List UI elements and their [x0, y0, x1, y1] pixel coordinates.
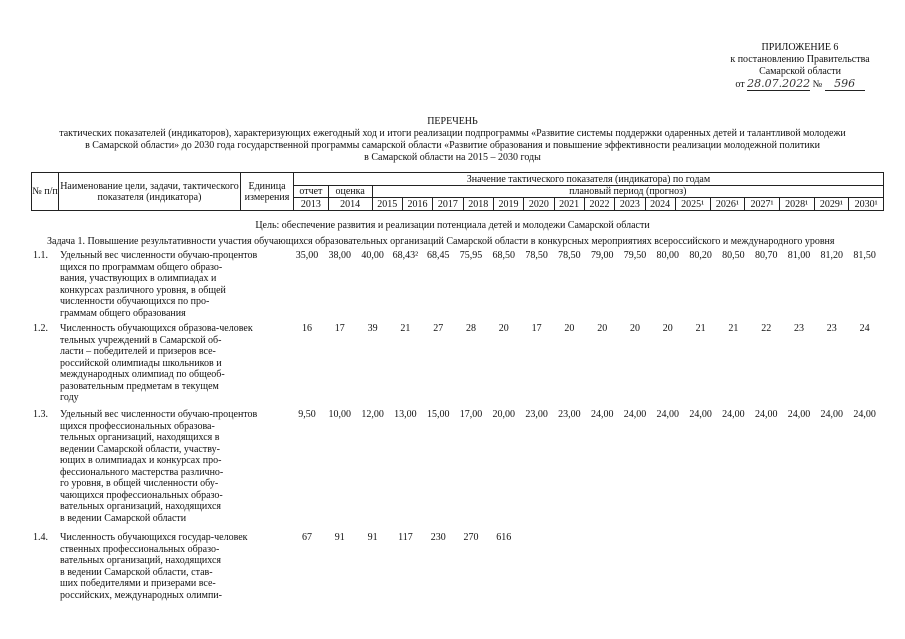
- appendix-line: Самарской области: [759, 66, 841, 77]
- row-value: 67: [302, 532, 312, 543]
- row-value: 24,00: [787, 409, 811, 420]
- row-value: 16: [302, 323, 312, 334]
- year-header: 2026¹: [710, 198, 745, 211]
- appendix-title: ПРИЛОЖЕНИЕ 6: [761, 42, 839, 53]
- year-header: 2013: [294, 198, 329, 211]
- row-value: 68,45: [426, 250, 450, 261]
- row-indicator-name: Удельный вес численности обучаю-процентов щихся профессиональных образова- тельных организаций, находящихся в ведении Самарской области, участву- ющих в олимпиадах и конкурсах про- фессионального мастерства различно- го уровня, в общей численности обу- чающихся профессиональных образо- вательных организаций, находящихся в ведении Самарской области: [60, 409, 258, 524]
- appendix-block: [720, 42, 880, 91]
- heading-line: тактических показателей (индикаторов), характеризующих ежегодный ход и итоги реализации подпрограммы «Развитие системы поддержки одаренных детей и талантливой молодежи: [59, 128, 846, 139]
- year-header: 2029¹: [814, 198, 849, 211]
- row-value: 21: [728, 323, 739, 334]
- row-value: 20: [498, 323, 509, 334]
- row-value: 35,00: [295, 250, 319, 261]
- row-value: 80,20: [689, 250, 712, 261]
- year-header: 2014: [328, 198, 372, 211]
- row-value: 15,00: [426, 409, 450, 420]
- row-value: 78,50: [525, 250, 548, 261]
- row-value: 79,00: [590, 250, 614, 261]
- year-header: 2018: [463, 198, 493, 211]
- row-value: 22: [761, 323, 772, 334]
- col-name: Наименование цели, задачи, тактического показателя (индикатора): [59, 173, 241, 211]
- row-value: 117: [398, 532, 413, 543]
- heading-line: в Самарской области» до 2030 года государственной программы самарской области «Развитие образования и повышение эффективности реализации молодежной политики: [85, 140, 820, 151]
- row-value: 24,00: [623, 409, 647, 420]
- year-header: 2017: [433, 198, 463, 211]
- row-number: 1.1.: [33, 250, 48, 261]
- row-value: 24,00: [656, 409, 680, 420]
- row-value: 23: [826, 323, 837, 334]
- appendix-date-line: от 28.07.2022 № 596: [720, 78, 880, 91]
- row-value: 81,20: [820, 250, 844, 261]
- row-value: 38,00: [328, 250, 352, 261]
- row-value: 24,00: [722, 409, 745, 420]
- heading-line: в Самарской области на 2015 – 2030 годы: [364, 152, 541, 163]
- row-value: 80,50: [722, 250, 745, 261]
- row-value: 24,00: [853, 409, 876, 420]
- row-value: 75,95: [459, 250, 483, 261]
- row-value: 24,00: [689, 409, 712, 420]
- row-value: 40,00: [361, 250, 384, 261]
- col-unit: Единица измерения: [241, 173, 294, 211]
- row-number: 1.3.: [33, 409, 48, 420]
- row-value: 28: [466, 323, 476, 334]
- year-header: 2028¹: [779, 198, 814, 211]
- row-value: 21: [400, 323, 411, 334]
- row-value: 39: [367, 323, 378, 334]
- col-report: отчет: [294, 186, 329, 198]
- handwritten-date: 28.07.2022: [747, 77, 811, 90]
- row-value: 20: [662, 323, 673, 334]
- year-header: 2015: [372, 198, 402, 211]
- row-value: 9,50: [298, 409, 316, 420]
- year-header: 2024: [645, 198, 675, 211]
- goal-text: Цель: обеспечение развития и реализации потенциала детей и молодежи Самарской области: [255, 220, 650, 231]
- row-value: 23,00: [558, 409, 581, 420]
- row-indicator-name: Численность обучающихся государ-человек ственных профессиональных образо- вательных организаций, находящихся в ведении Самарской области, став- ших победителями и призерами все- российских, международных олимпи-: [60, 532, 248, 601]
- row-value: 17: [531, 323, 542, 334]
- row-value: 23: [794, 323, 804, 334]
- row-value: 78,50: [558, 250, 581, 261]
- row-value: 21: [695, 323, 706, 334]
- appendix-line: к постановлению Правительства: [730, 54, 870, 65]
- row-value: 81,50: [853, 250, 876, 261]
- year-header: 2020: [524, 198, 554, 211]
- row-value: 10,00: [328, 409, 352, 420]
- row-value: 20: [630, 323, 640, 334]
- indicator-table-header: [31, 172, 884, 211]
- row-value: 20,00: [492, 409, 516, 420]
- row-value: 91: [367, 532, 378, 543]
- row-value: 270: [463, 532, 479, 543]
- row-indicator-name: Численность обучающихся образова-человек тельных учреждений в Самарской об- ласти – победителей и призеров все- российской олимпиады школьников и международных олимпиад по общеоб- разовательным предметам в текущем году: [60, 323, 253, 403]
- row-value: 24,00: [590, 409, 614, 420]
- row-value: 20: [564, 323, 575, 334]
- row-value: 230: [430, 532, 446, 543]
- year-header: 2023: [615, 198, 645, 211]
- row-value: 91: [334, 532, 345, 543]
- row-value: 24,00: [754, 409, 778, 420]
- year-header: 2027¹: [745, 198, 780, 211]
- row-value: 27: [433, 323, 444, 334]
- row-value: 13,00: [394, 409, 417, 420]
- row-value: 80,70: [754, 250, 778, 261]
- row-value: 81,00: [787, 250, 811, 261]
- row-value: 20: [597, 323, 608, 334]
- col-values: Значение тактического показателя (индикатора) по годам: [294, 173, 884, 186]
- row-value: 80,00: [656, 250, 680, 261]
- row-value: 23,00: [525, 409, 548, 420]
- year-header: 2030¹: [849, 198, 884, 211]
- row-value: 17,00: [459, 409, 483, 420]
- row-indicator-name: Удельный вес численности обучаю-процентов щихся по программам общего образо- вания, участвующих в олимпиадах и конкурсах различного уровня, в общей численности обучающихся по про- граммам общего образования: [60, 250, 258, 319]
- row-value: 24: [859, 323, 870, 334]
- row-value: 68,50: [492, 250, 516, 261]
- handwritten-number: 596: [825, 78, 865, 91]
- row-value: 12,00: [361, 409, 384, 420]
- row-value: 79,50: [623, 250, 647, 261]
- row-value: 68,43²: [392, 250, 419, 261]
- year-header: 2022: [584, 198, 614, 211]
- year-header: 2016: [402, 198, 432, 211]
- page-title: ПЕРЕЧЕНЬ: [427, 116, 478, 127]
- task-text: Задача 1. Повышение результативности участия обучающихся образовательных организаций Самарской области в конкурсных мероприятиях всероссийского и международного уровня: [47, 236, 835, 247]
- year-header: 2019: [493, 198, 523, 211]
- col-plan: плановый период (прогноз): [372, 186, 883, 198]
- row-value: 17: [334, 323, 345, 334]
- row-number: 1.2.: [33, 323, 48, 334]
- row-value: 24,00: [820, 409, 844, 420]
- row-value: 616: [496, 532, 512, 543]
- year-header: 2025¹: [675, 198, 710, 211]
- col-estimate: оценка: [328, 186, 372, 198]
- row-number: 1.4.: [33, 532, 48, 543]
- col-num: № п/п: [32, 173, 59, 211]
- year-header: 2021: [554, 198, 584, 211]
